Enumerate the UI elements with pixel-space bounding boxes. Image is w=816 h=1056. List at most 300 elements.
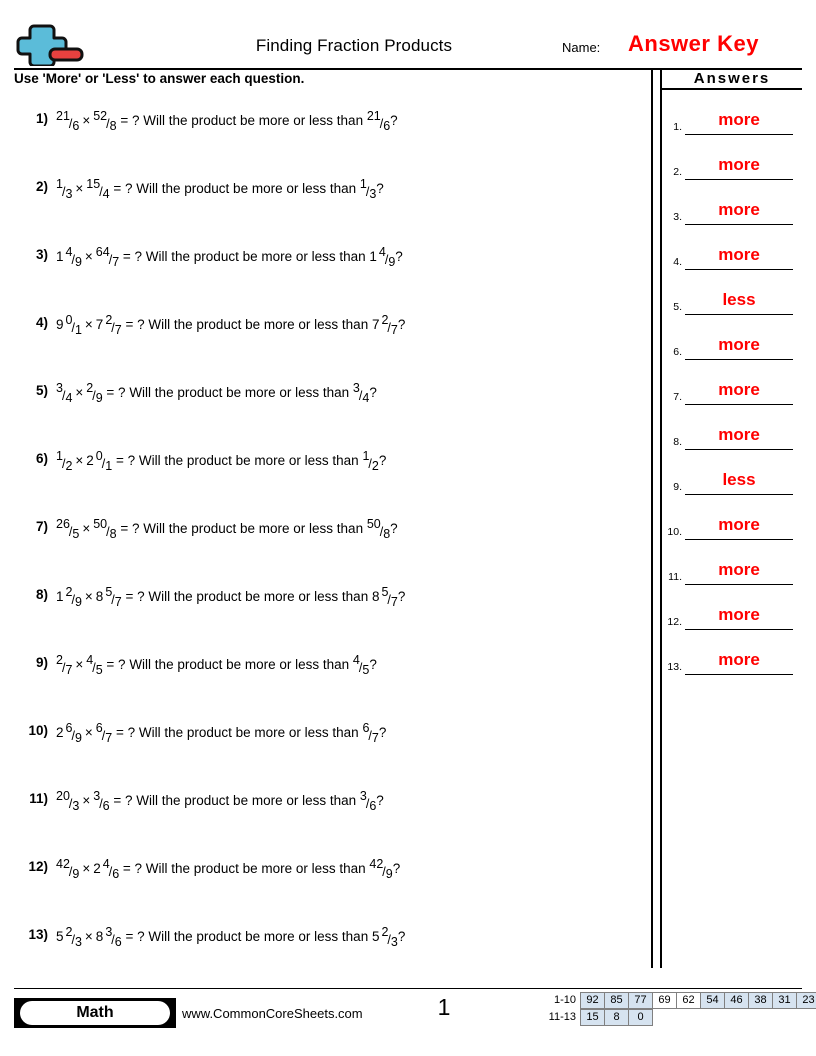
answer-index: 4. (673, 256, 682, 268)
question-item (14, 640, 644, 708)
term-1-denominator: 6 (72, 119, 80, 133)
compare-numerator: 1 (359, 177, 367, 191)
subject-badge (14, 998, 176, 1028)
term-2-denominator: 4 (102, 187, 110, 201)
answer-index: 2. (673, 166, 682, 178)
answers-column-divider (651, 68, 662, 968)
answer-row (662, 495, 802, 540)
question-number: 2) (35, 179, 48, 194)
question-item (14, 96, 644, 164)
answer-row (662, 585, 802, 630)
question-suffix: ? (378, 453, 387, 468)
answer-row (662, 90, 802, 135)
compare-fraction (367, 518, 390, 541)
answer-index: 3. (673, 211, 682, 223)
compare-numerator: 6 (362, 721, 370, 735)
term-1-fraction (66, 586, 82, 609)
question-text (56, 178, 384, 201)
term-2-numerator: 5 (105, 585, 113, 599)
term-2-whole: 8 (95, 589, 104, 604)
term-1-denominator: 3 (74, 935, 82, 949)
question-prompt: = ? Will the product be more or less than (119, 861, 370, 876)
answer-blank[interactable] (685, 108, 793, 135)
question-item (14, 844, 644, 912)
question-number: 12) (28, 859, 48, 874)
term-1-fraction (56, 858, 79, 881)
answer-row (662, 135, 802, 180)
answer-row (662, 450, 802, 495)
answer-value: more (718, 110, 760, 129)
compare-fraction (360, 790, 376, 813)
multiply-symbol: × (75, 657, 84, 672)
multiply-symbol: × (82, 861, 91, 876)
term-1-slash: / (68, 797, 73, 811)
multiply-symbol: × (75, 453, 84, 468)
answer-blank[interactable] (685, 558, 793, 585)
compare-slash: / (358, 389, 363, 403)
answer-value: more (718, 605, 760, 624)
question-text (56, 586, 405, 609)
term-2-numerator: 4 (102, 857, 110, 871)
compare-whole: 1 (369, 249, 377, 264)
question-text (56, 790, 384, 813)
compare-numerator: 3 (359, 789, 367, 803)
question-suffix: ? (376, 181, 384, 196)
score-table (530, 992, 816, 1026)
answer-value: more (718, 380, 760, 399)
term-1-denominator: 3 (72, 799, 80, 813)
question-item (14, 776, 644, 844)
term-1-numerator: 0 (65, 313, 73, 327)
term-2-numerator: 2 (105, 313, 113, 327)
question-suffix: ? (392, 861, 401, 876)
questions-list (14, 96, 644, 980)
score-cell: 0 (628, 1009, 653, 1026)
compare-fraction (369, 858, 392, 881)
term-1-fraction (66, 314, 82, 337)
term-2-slash: / (108, 253, 113, 267)
term-2-denominator: 5 (95, 663, 103, 677)
subject-badge-label: Math (20, 1001, 170, 1025)
answer-blank[interactable] (685, 648, 793, 675)
answer-row (662, 270, 802, 315)
term-1-fraction (56, 382, 72, 405)
term-2-slash: / (106, 525, 110, 539)
term-1-fraction (56, 790, 79, 813)
answer-row (662, 630, 802, 675)
term-1-numerator: 26 (56, 517, 70, 531)
answer-value: less (722, 290, 756, 309)
question-number: 10) (28, 723, 48, 738)
term-1-slash: / (71, 729, 75, 743)
answer-row (662, 360, 802, 405)
compare-slash: / (387, 933, 391, 947)
compare-numerator: 4 (378, 245, 386, 259)
term-2-fraction (96, 722, 112, 745)
question-suffix: ? (390, 113, 398, 128)
term-1-slash: / (61, 661, 66, 675)
answer-blank[interactable] (685, 378, 793, 405)
question-number: 3) (35, 247, 48, 262)
term-2-denominator: 6 (102, 799, 110, 813)
term-2-whole: 8 (95, 929, 104, 944)
term-1-numerator: 4 (65, 245, 73, 259)
term-1-slash: / (68, 865, 73, 879)
answer-index: 13. (667, 661, 682, 673)
term-2-numerator: 6 (95, 721, 103, 735)
question-prompt: = ? Will the product be more or less than (109, 181, 360, 196)
answer-blank[interactable] (685, 288, 793, 315)
term-1-whole: 5 (56, 929, 64, 944)
term-1-denominator: 5 (72, 527, 80, 541)
question-number: 6) (35, 451, 48, 466)
multiply-symbol: × (84, 589, 93, 604)
answers-heading: Answers (662, 70, 802, 90)
answer-value: more (718, 155, 760, 174)
answer-index: 1. (673, 121, 682, 133)
term-2-fraction (93, 110, 116, 133)
term-2-denominator: 7 (112, 255, 120, 269)
term-1-denominator: 9 (74, 731, 82, 745)
question-prompt: = ? Will the product be more or less than (119, 249, 370, 264)
question-item (14, 300, 644, 368)
compare-slash: / (379, 525, 384, 539)
multiply-symbol: × (84, 929, 93, 944)
term-1-numerator: 1 (56, 449, 63, 463)
answer-row (662, 405, 802, 450)
question-prompt: = ? Will the product be more or less than (121, 589, 372, 604)
compare-fraction (367, 110, 390, 133)
compare-fraction (381, 314, 397, 337)
question-prompt: = ? Will the product be more or less than (116, 113, 367, 128)
term-2-fraction (105, 314, 121, 337)
compare-denominator: 9 (388, 255, 396, 269)
compare-whole: 7 (371, 317, 380, 332)
question-suffix: ? (369, 657, 377, 672)
question-number: 7) (35, 519, 48, 534)
term-2-fraction (103, 858, 119, 881)
answer-value: more (718, 425, 760, 444)
compare-denominator: 3 (369, 187, 377, 201)
term-1-whole: 1 (56, 249, 64, 264)
term-2-fraction (86, 382, 102, 405)
term-2-denominator: 9 (95, 391, 103, 405)
term-2-slash: / (108, 865, 113, 879)
question-number: 11) (29, 791, 48, 806)
site-url: www.CommonCoreSheets.com (182, 1006, 363, 1021)
answer-index: 8. (673, 436, 682, 448)
compare-denominator: 9 (385, 867, 393, 881)
compare-fraction (353, 382, 369, 405)
answer-index: 6. (673, 346, 682, 358)
term-1-denominator: 4 (65, 391, 73, 405)
question-text (56, 246, 403, 269)
compare-numerator: 21 (366, 109, 381, 123)
term-2-whole: 2 (86, 453, 94, 468)
compare-fraction (381, 586, 397, 609)
term-2-slash: / (111, 593, 115, 607)
term-1-numerator: 3 (56, 381, 63, 395)
term-2-fraction (105, 926, 121, 949)
answer-blank[interactable] (685, 423, 793, 450)
term-2-slash: / (106, 117, 110, 131)
name-label: Name: (562, 40, 601, 55)
compare-fraction (379, 246, 395, 269)
question-item (14, 232, 644, 300)
term-2-fraction (96, 450, 112, 473)
question-number: 4) (35, 315, 48, 330)
compare-denominator: 4 (362, 391, 370, 405)
term-1-slash: / (61, 457, 66, 471)
term-2-whole: 2 (93, 861, 101, 876)
term-2-slash: / (99, 185, 103, 199)
compare-slash: / (387, 321, 391, 335)
term-1-fraction (66, 722, 82, 745)
term-2-fraction (93, 790, 109, 813)
question-suffix: ? (395, 249, 403, 264)
compare-denominator: 7 (390, 323, 398, 337)
term-1-slash: / (68, 117, 73, 131)
answer-value: more (718, 650, 760, 669)
term-2-fraction (86, 178, 109, 201)
score-row-label: 11-13 (548, 1011, 576, 1023)
answer-row (662, 315, 802, 360)
answer-value: less (722, 470, 756, 489)
compare-denominator: 6 (369, 799, 377, 813)
question-suffix: ? (390, 521, 398, 536)
score-cell: 31 (772, 992, 797, 1009)
score-cell: 38 (748, 992, 773, 1009)
score-cell: 54 (700, 992, 725, 1009)
term-2-numerator: 3 (105, 925, 113, 939)
term-2-slash: / (111, 933, 115, 947)
question-prompt: = ? Will the product be more or less than (112, 725, 363, 740)
answer-key-label: Answer Key (628, 31, 759, 56)
term-2-numerator: 15 (86, 177, 101, 191)
compare-fraction (381, 926, 397, 949)
compare-whole: 5 (371, 929, 380, 944)
term-2-denominator: 8 (109, 527, 117, 541)
score-cell: 77 (628, 992, 653, 1009)
compare-slash: / (358, 661, 363, 675)
question-item (14, 708, 644, 776)
question-text (56, 314, 405, 337)
plus-minus-logo-icon (14, 22, 86, 66)
question-item (14, 436, 644, 504)
compare-numerator: 3 (352, 381, 360, 395)
term-1-numerator: 2 (65, 585, 73, 599)
question-suffix: ? (397, 929, 406, 944)
compare-slash: / (382, 865, 386, 879)
answer-value: more (718, 245, 760, 264)
compare-fraction (362, 450, 378, 473)
answer-index: 10. (667, 526, 682, 538)
term-2-denominator: 6 (112, 867, 120, 881)
question-suffix: ? (397, 317, 406, 332)
compare-denominator: 3 (390, 935, 398, 949)
term-1-slash: / (71, 321, 75, 335)
answer-blank[interactable] (685, 198, 793, 225)
compare-numerator: 2 (381, 925, 389, 939)
term-1-denominator: 9 (74, 255, 82, 269)
multiply-symbol: × (84, 317, 93, 332)
question-number: 5) (35, 383, 48, 398)
compare-fraction (360, 178, 376, 201)
answer-blank[interactable] (685, 513, 793, 540)
answer-row (662, 225, 802, 270)
term-1-slash: / (71, 933, 75, 947)
score-cell: 69 (652, 992, 677, 1009)
answer-index: 12. (667, 616, 682, 628)
worksheet-header (14, 22, 802, 68)
compare-denominator: 2 (371, 459, 379, 473)
question-item (14, 912, 644, 980)
question-suffix: ? (397, 589, 406, 604)
compare-numerator: 42 (369, 857, 384, 871)
compare-slash: / (384, 253, 389, 267)
term-1-fraction (56, 178, 72, 201)
answer-index: 7. (673, 391, 682, 403)
answer-blank[interactable] (685, 603, 793, 630)
question-text (56, 382, 377, 405)
page-title: Finding Fraction Products (255, 36, 453, 55)
answer-value: more (718, 560, 760, 579)
compare-slash: / (365, 185, 370, 199)
multiply-symbol: × (84, 725, 93, 740)
term-2-fraction (105, 586, 121, 609)
term-1-numerator: 42 (56, 857, 70, 871)
term-2-denominator: 8 (109, 119, 117, 133)
compare-slash: / (379, 117, 384, 131)
term-1-denominator: 7 (65, 663, 73, 677)
score-cell: 46 (724, 992, 749, 1009)
term-2-numerator: 3 (93, 789, 101, 803)
question-text (56, 858, 400, 881)
score-row-label: 1-10 (553, 994, 576, 1006)
term-1-numerator: 2 (65, 925, 73, 939)
term-1-numerator: 1 (56, 177, 63, 191)
answer-value: more (718, 200, 760, 219)
answer-index: 9. (673, 481, 682, 493)
term-1-whole: 1 (56, 589, 64, 604)
compare-fraction (353, 654, 369, 677)
term-2-whole: 7 (95, 317, 104, 332)
compare-numerator: 5 (381, 585, 389, 599)
multiply-symbol: × (75, 181, 84, 196)
term-1-denominator: 2 (65, 459, 73, 473)
term-2-fraction (96, 246, 119, 269)
term-1-fraction (66, 926, 82, 949)
term-1-numerator: 6 (65, 721, 73, 735)
question-prompt: = ? Will the product be more or less than (121, 929, 372, 944)
score-cell: 15 (580, 1009, 605, 1026)
question-number: 13) (28, 927, 48, 942)
question-prompt: = ? Will the product be more or less than (102, 657, 353, 672)
score-row (530, 1009, 816, 1026)
instructions-text: Use 'More' or 'Less' to answer each question. (14, 71, 305, 86)
compare-denominator: 7 (371, 731, 379, 745)
question-prompt: = ? Will the product be more or less than (109, 793, 360, 808)
term-1-numerator: 2 (56, 653, 63, 667)
question-number: 9) (35, 655, 48, 670)
answer-blank[interactable] (685, 153, 793, 180)
question-prompt: = ? Will the product be more or less than (121, 317, 372, 332)
term-2-numerator: 4 (86, 653, 94, 667)
answer-blank[interactable] (685, 333, 793, 360)
question-suffix: ? (378, 725, 387, 740)
term-1-denominator: 3 (65, 187, 73, 201)
question-item (14, 368, 644, 436)
term-2-slash: / (101, 729, 106, 743)
compare-numerator: 1 (362, 449, 370, 463)
term-1-fraction (56, 654, 72, 677)
question-text (56, 654, 377, 677)
term-2-denominator: 6 (114, 935, 122, 949)
compare-slash: / (387, 593, 391, 607)
question-text (56, 722, 386, 745)
term-1-denominator: 9 (72, 867, 80, 881)
term-2-numerator: 2 (86, 381, 94, 395)
term-1-fraction (56, 518, 79, 541)
term-2-numerator: 0 (95, 449, 103, 463)
question-prompt: = ? Will the product be more or less than (112, 453, 363, 468)
term-1-slash: / (71, 253, 75, 267)
term-1-fraction (56, 110, 79, 133)
compare-whole: 8 (371, 589, 380, 604)
question-prompt: = ? Will the product be more or less than (102, 385, 353, 400)
answer-row (662, 180, 802, 225)
term-1-slash: / (68, 525, 73, 539)
term-2-slash: / (101, 457, 106, 471)
term-1-whole: 2 (56, 725, 64, 740)
term-1-slash: / (61, 389, 66, 403)
compare-numerator: 4 (352, 653, 360, 667)
question-item (14, 164, 644, 232)
multiply-symbol: × (82, 793, 91, 808)
term-1-denominator: 1 (74, 323, 82, 337)
term-2-denominator: 1 (105, 459, 113, 473)
term-2-numerator: 50 (93, 517, 108, 531)
term-2-denominator: 7 (105, 731, 113, 745)
answer-value: more (718, 335, 760, 354)
term-2-denominator: 7 (114, 595, 122, 609)
term-1-denominator: 9 (74, 595, 82, 609)
question-item (14, 572, 644, 640)
answer-row (662, 540, 802, 585)
page-number: 1 (437, 994, 451, 1020)
compare-slash: / (368, 457, 372, 471)
question-prompt: = ? Will the product be more or less than (116, 521, 367, 536)
compare-denominator: 5 (362, 663, 370, 677)
score-row (530, 992, 816, 1009)
compare-slash: / (368, 729, 372, 743)
term-2-denominator: 7 (114, 323, 122, 337)
answer-value: more (718, 515, 760, 534)
term-2-slash: / (111, 321, 115, 335)
answer-blank[interactable] (685, 243, 793, 270)
answer-blank[interactable] (685, 468, 793, 495)
term-2-slash: / (92, 389, 96, 403)
multiply-symbol: × (75, 385, 84, 400)
score-cell: 92 (580, 992, 605, 1009)
term-2-numerator: 64 (95, 245, 110, 259)
question-text (56, 926, 405, 949)
score-cell: 62 (676, 992, 701, 1009)
term-2-slash: / (92, 661, 96, 675)
compare-slash: / (365, 797, 370, 811)
answer-index: 5. (673, 301, 682, 313)
score-cell: 23 (796, 992, 816, 1009)
